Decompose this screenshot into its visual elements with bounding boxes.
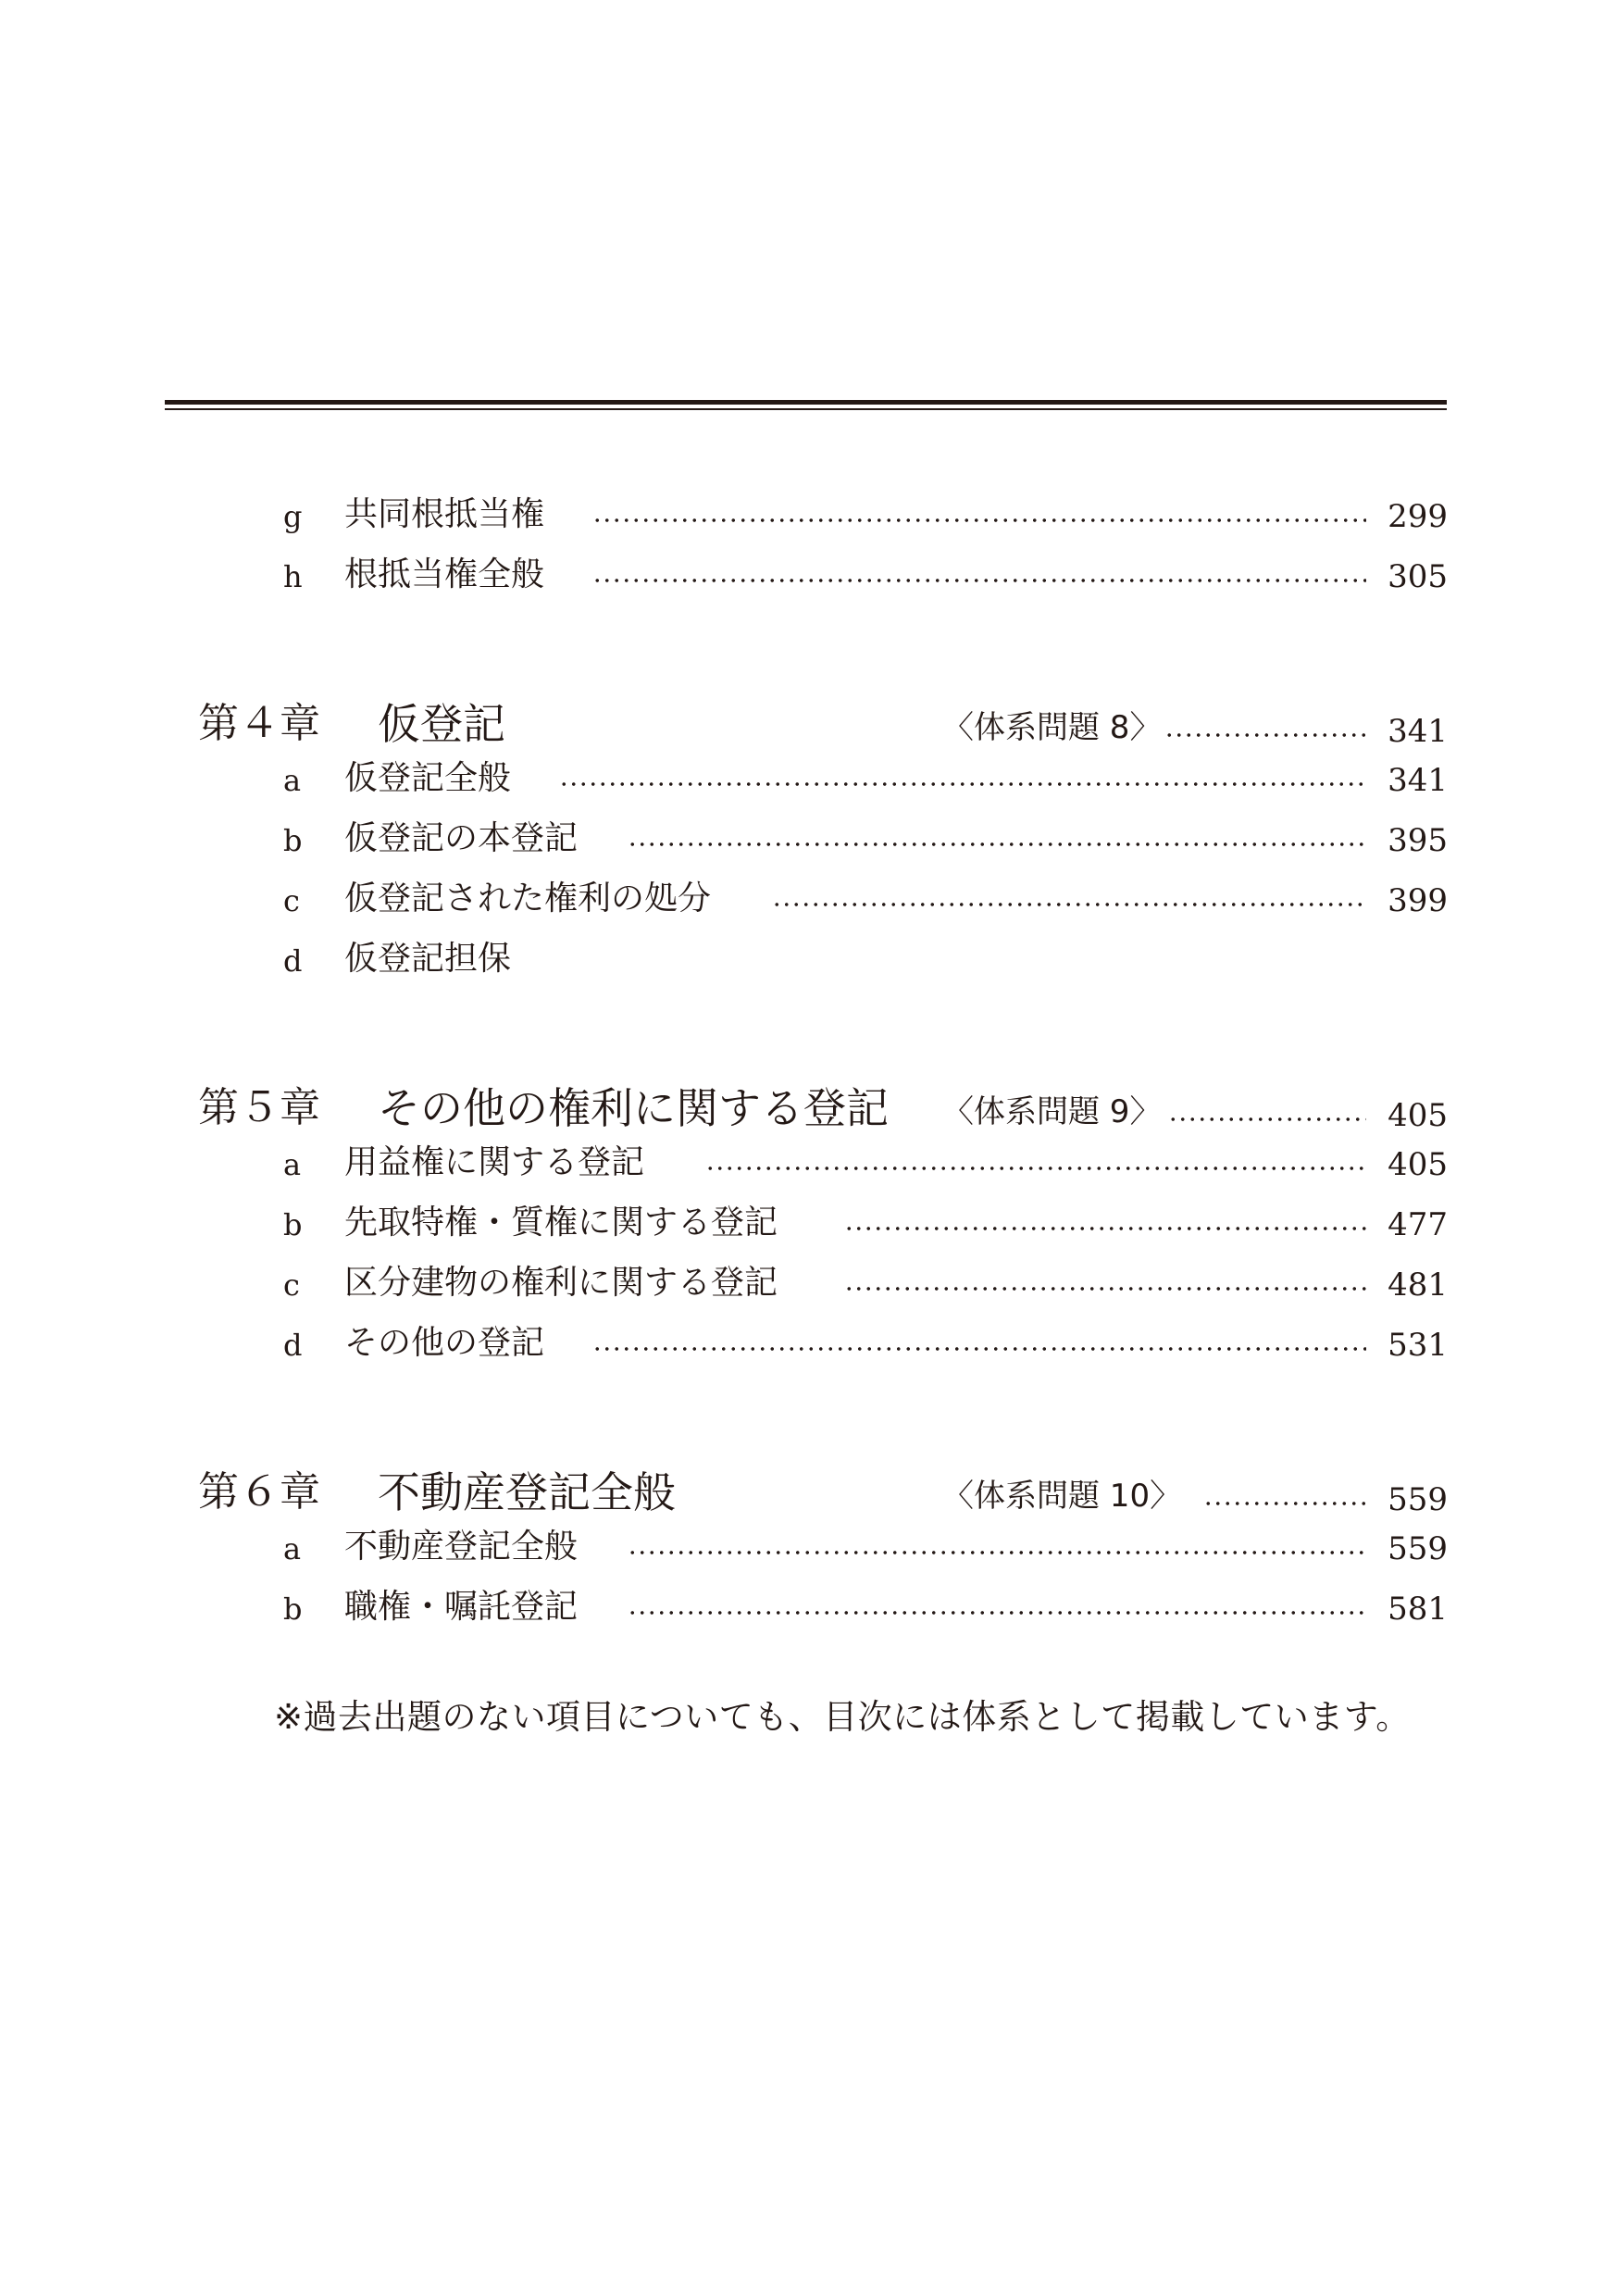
entry-title: 仮登記担保 [344, 940, 512, 978]
entry-letter: b [283, 1591, 303, 1627]
dot-leader [559, 782, 1366, 786]
toc-entry-g[interactable] [0, 493, 1618, 539]
dot-leader [592, 579, 1366, 582]
entry-page: 581 [1388, 1591, 1448, 1628]
chapter-4-heading[interactable] [0, 696, 1618, 755]
entry-title: 用益権に関する登記 [344, 1143, 645, 1181]
dot-leader [844, 1287, 1366, 1291]
chapter-page: 405 [1388, 1097, 1448, 1134]
chapter-label: 第６章 [198, 1468, 320, 1516]
dot-leader [772, 903, 1366, 906]
toc-entry-5a[interactable] [0, 1141, 1618, 1187]
entry-page: 559 [1388, 1530, 1448, 1567]
toc-entry-4d[interactable] [0, 937, 1618, 983]
entry-letter: a [283, 763, 302, 798]
entry-title: 仮登記された権利の処分 [344, 880, 712, 917]
toc-entry-4c[interactable] [0, 877, 1618, 923]
entry-title: 共同根抵当権 [344, 495, 545, 533]
dot-leader [705, 1167, 1366, 1170]
entry-letter: d [283, 943, 303, 979]
entry-title: 仮登記全般 [344, 759, 512, 797]
entry-page: 341 [1388, 762, 1448, 799]
dot-leader [844, 1227, 1366, 1230]
entry-page: 531 [1388, 1327, 1448, 1364]
toc-entry-5d[interactable] [0, 1321, 1618, 1367]
toc-entry-6a[interactable] [0, 1525, 1618, 1571]
entry-title: 根抵当権全般 [344, 555, 545, 593]
system-problem-label: 〈体系問題 8〉 [942, 709, 1162, 746]
entry-title: 不動産登記全般 [344, 1528, 579, 1566]
header-rule-thin [165, 408, 1447, 410]
entry-letter: b [283, 823, 303, 858]
chapter-title: 不動産登記全般 [378, 1467, 676, 1517]
chapter-page: 559 [1388, 1481, 1448, 1518]
chapter-label: 第５章 [198, 1084, 320, 1131]
entry-letter: g [283, 499, 303, 534]
entry-letter: c [283, 883, 300, 918]
entry-page: 399 [1388, 882, 1448, 919]
chapter-label: 第４章 [198, 700, 320, 747]
entry-page: 405 [1388, 1146, 1448, 1183]
dot-leader [628, 1611, 1366, 1615]
entry-letter: a [283, 1147, 302, 1182]
entry-page: 305 [1388, 558, 1448, 595]
toc-entry-4a[interactable] [0, 756, 1618, 803]
dot-leader [628, 842, 1366, 846]
entry-title: 区分建物の権利に関する登記 [344, 1264, 778, 1302]
entry-title: 仮登記の本登記 [344, 819, 579, 857]
entry-letter: b [283, 1207, 303, 1242]
entry-letter: d [283, 1328, 303, 1363]
entry-title: 職権・嘱託登記 [344, 1588, 579, 1626]
system-problem-label: 〈体系問題 10〉 [942, 1478, 1182, 1515]
entry-title: 先取特権・質権に関する登記 [344, 1204, 778, 1242]
entry-title: その他の登記 [344, 1324, 545, 1362]
dot-leader [592, 518, 1366, 522]
chapter-page: 341 [1388, 713, 1448, 750]
entry-letter: c [283, 1267, 300, 1303]
dot-leader [1203, 1502, 1366, 1505]
chapter-title: 仮登記 [378, 699, 505, 749]
entry-letter: a [283, 1531, 302, 1566]
entry-page: 477 [1388, 1206, 1448, 1243]
dot-leader [592, 1347, 1366, 1351]
toc-entry-4b[interactable] [0, 817, 1618, 863]
toc-entry-6b[interactable] [0, 1585, 1618, 1631]
entry-page: 299 [1388, 498, 1448, 535]
chapter-title: その他の権利に関する登記 [378, 1083, 889, 1133]
chapter-6-heading[interactable] [0, 1465, 1618, 1524]
entry-page: 481 [1388, 1267, 1448, 1304]
toc-entry-h[interactable] [0, 553, 1618, 599]
footnote: ※過去出題のない項目についても、目次には体系として掲載しています。 [274, 1697, 1411, 1737]
dot-leader [1164, 733, 1366, 737]
dot-leader [1168, 1117, 1366, 1121]
system-problem-label: 〈体系問題 9〉 [942, 1093, 1162, 1130]
chapter-5-heading[interactable] [0, 1080, 1618, 1140]
header-rule-thick [165, 400, 1447, 405]
dot-leader [628, 1551, 1366, 1554]
toc-entry-5b[interactable] [0, 1201, 1618, 1247]
entry-page: 395 [1388, 822, 1448, 859]
entry-letter: h [283, 559, 303, 594]
toc-entry-5c[interactable] [0, 1261, 1618, 1307]
